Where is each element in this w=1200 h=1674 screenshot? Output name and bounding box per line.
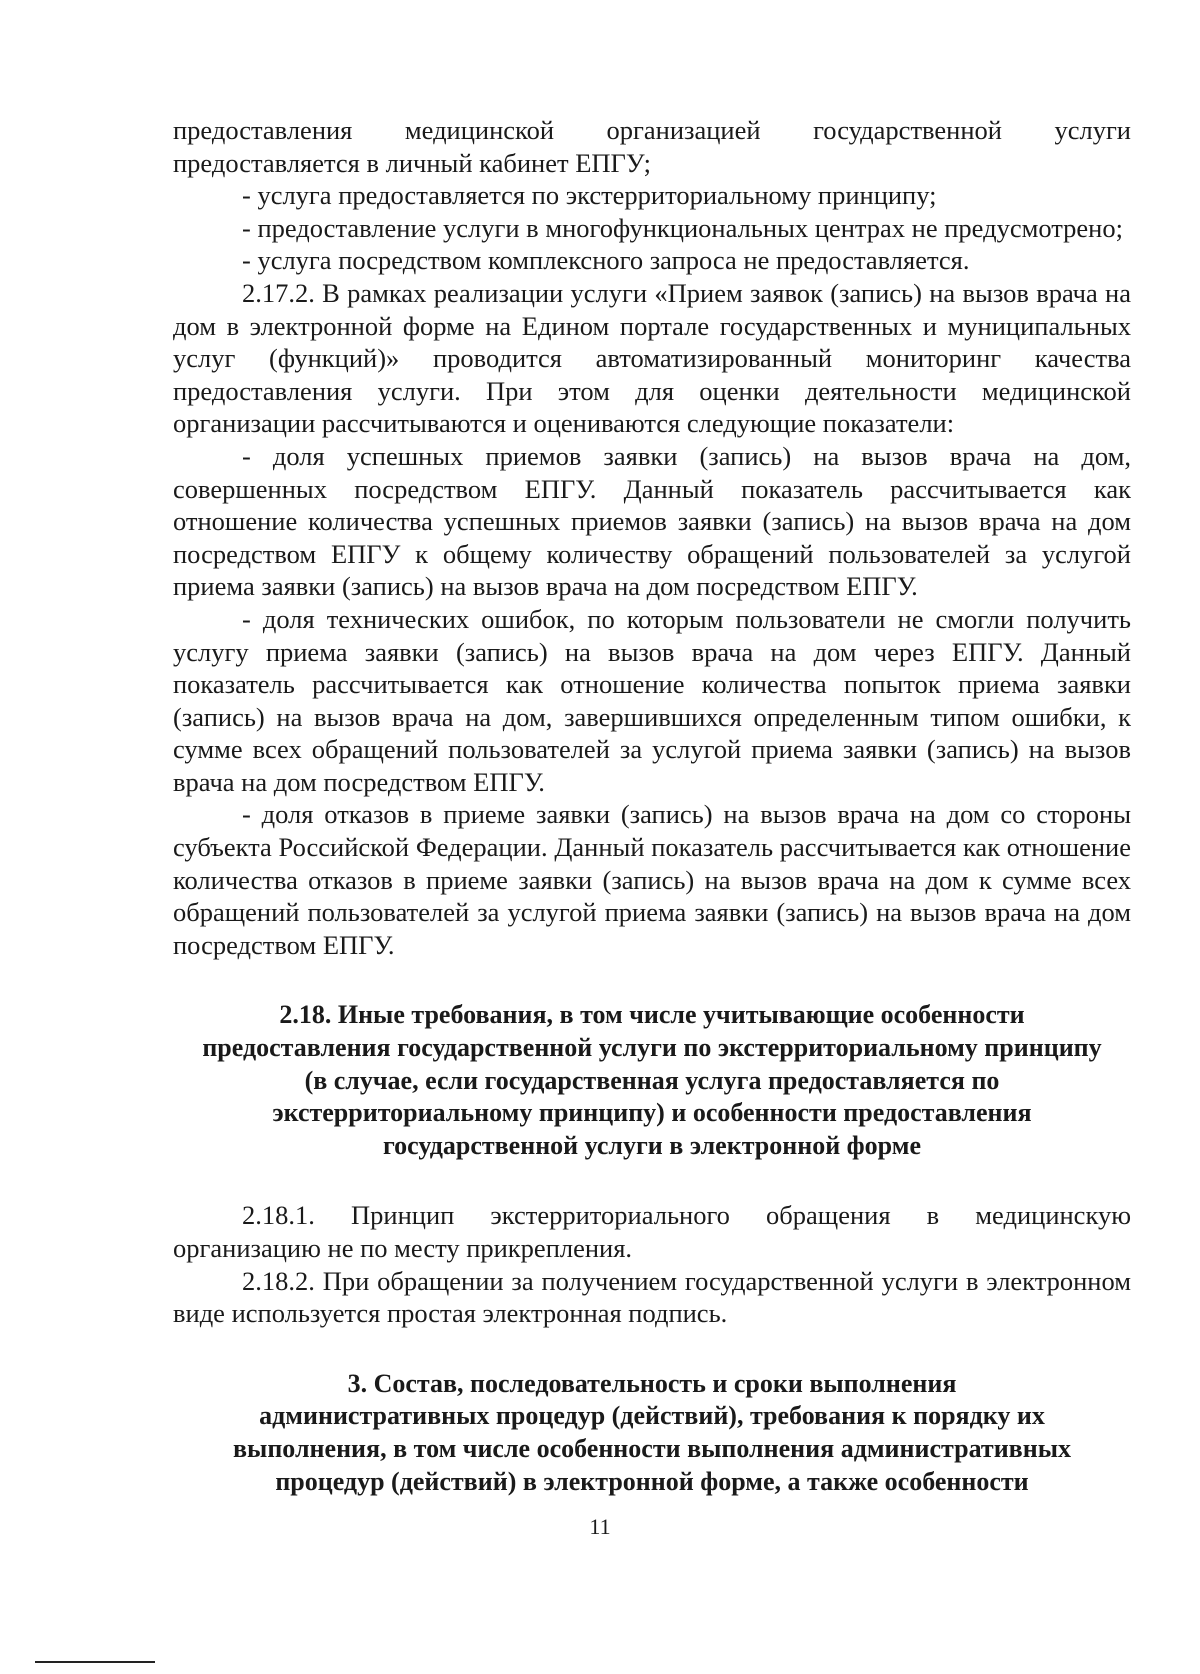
heading-line: 3. Состав, последовательность и сроки выполнения <box>347 1368 957 1398</box>
paragraph-continuation: предоставления медицинской организацией государственной услуги предоставляется в личный кабинет ЕПГУ; <box>173 115 1131 178</box>
section-heading-3 <box>173 1368 1131 1498</box>
heading-line: предоставления государственной услуги по экстерриториальному принципу <box>202 1033 1102 1063</box>
heading-line: процедур (действий) в электронной форме, а также особенности <box>275 1466 1029 1496</box>
paragraph-2-18-1: 2.18.1. Принцип экстерриториального обращения в медицинскую организацию не по месту прикрепления. <box>173 1200 1131 1263</box>
heading-line: (в случае, если государственная услуга предоставляется по <box>304 1065 1000 1095</box>
list-item-mfc: - предоставление услуги в многофункциональных центрах не предусмотрено; <box>242 212 1123 243</box>
indicator-technical-errors: - доля технических ошибок, по которым пользователи не смогли получить услугу приема заявки (запись) на вызов врача на дом через ЕПГУ. Данный показатель рассчитывается как отношение количества попыток приема заявки (запись) на вызов врача на дом, завершившихся определенным типом ошибки, к сумме всех обращений пользователей за услугой приема заявки (запись) на вызов врача на дом посредством ЕПГУ. <box>173 603 1131 797</box>
list-item-complex-request: - услуга посредством комплексного запроса не предоставляется. <box>242 245 970 276</box>
indicator-refusals: - доля отказов в приеме заявки (запись) на вызов врача на дом со стороны субъекта Российской Федерации. Данный показатель рассчитывается как отношение количества отказов в приеме заявки (запись) на вызов врача на дом к сумме всех обращений пользователей за услугой приема заявки (запись) на вызов врача на дом посредством ЕПГУ. <box>173 799 1131 960</box>
footnote-divider <box>35 1661 155 1663</box>
heading-line: 2.18. Иные требования, в том числе учитывающие особенности <box>279 1000 1025 1030</box>
indicator-successful-requests: - доля успешных приемов заявки (запись) на вызов врача на дом, совершенных посредством ЕПГУ. Данный показатель рассчитывается как отношение количества успешных приемов заявки (запись) на вызов врача на дом посредством ЕПГУ к общему количеству обращений пользователей за услугой приема заявки (запись) на вызов врача на дом посредством ЕПГУ. <box>173 440 1131 602</box>
paragraph-2-18-2: 2.18.2. При обращении за получением государственной услуги в электронном виде используется простая электронная подпись. <box>173 1265 1131 1329</box>
heading-line: административных процедур (действий), требования к порядку их <box>259 1401 1045 1431</box>
section-heading-2-18 <box>173 999 1131 1162</box>
page-number: 11 <box>589 1514 611 1539</box>
heading-line: экстерриториальному принципу) и особенности предоставления <box>272 1098 1032 1128</box>
page-body <box>173 114 1131 1498</box>
paragraph-2-17-2: 2.17.2. В рамках реализации услуги «Прием заявок (запись) на вызов врача на дом в электронной форме на Едином портале государственных и муниципальных услуг (функций)» проводится автоматизированный мониторинг качества предоставления услуги. При этом для оценки деятельности медицинской организации рассчитываются и оцениваются следующие показатели: <box>173 277 1131 439</box>
list-item-extraterritorial: - услуга предоставляется по экстерриториальному принципу; <box>242 180 937 211</box>
heading-line: выполнения, в том числе особенности выполнения административных <box>232 1433 1071 1463</box>
heading-line: государственной услуги в электронной форме <box>383 1130 921 1160</box>
